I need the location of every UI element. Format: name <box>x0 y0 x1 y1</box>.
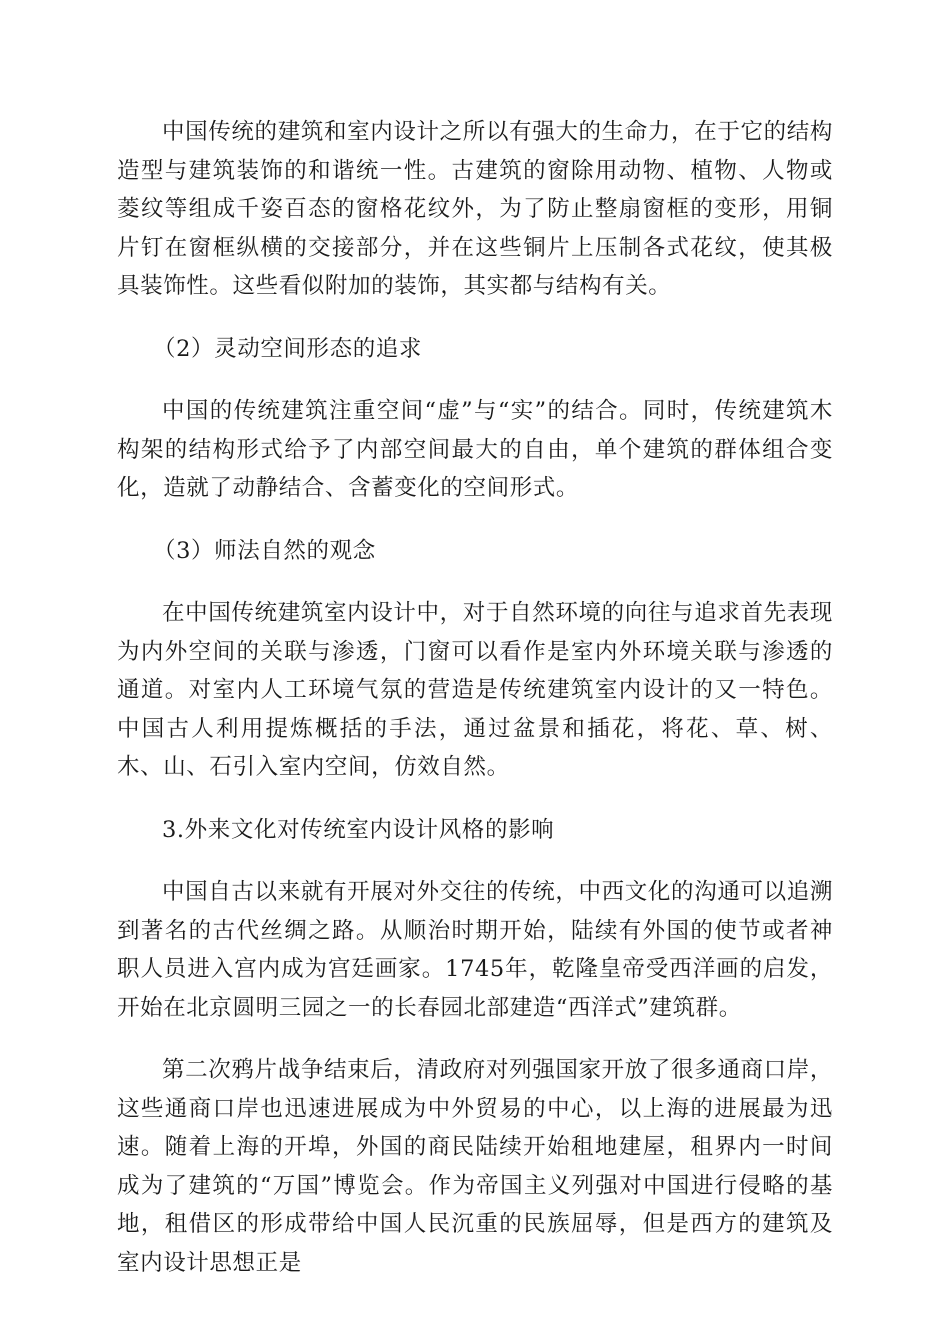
subheading-learning-from-nature: （3）师法自然的观念 <box>153 537 376 564</box>
paragraph-structure-decoration: 中国传统的建筑和室内设计之所以有强大的生命力，在于它的结构造型与建筑装饰的和谐统一性。古建筑的窗除用动物、植物、人物或菱纹等组成千姿百态的窗格花纹外，为了防止整扇窗框的变形，用铜片钉在窗框纵横的交接部分，并在这些铜片上压制各式花纹，使其极具装饰性。这些看似附加的装饰，其实都与结构有关。 <box>117 119 833 299</box>
paragraph-silk-road: 中国自古以来就有开展对外交往的传统，中西文化的沟通可以追溯到著名的古代丝绸之路。从顺治时期开始，陆续有外国的使节或者神职人员进入宫内成为宫廷画家。1745年，乾隆皇帝受西洋画的启发，开始在北京圆明三园之一的长春园北部建造“西洋式”建筑群。 <box>117 879 833 1021</box>
section-heading-foreign-influence: 3.外来文化对传统室内设计风格的影响 <box>162 816 555 843</box>
document-body <box>117 113 833 1282</box>
paragraph-natural-environment: 在中国传统建筑室内设计中，对于自然环境的向往与追求首先表现为内外空间的关联与渗透，门窗可以看作是室内外环境关联与渗透的通道。对室内人工环境气氛的营造是传统建筑室内设计的又一特色。中国古人利用提炼概括的手法，通过盆景和插花，将花、草、树、木、山、石引入室内空间，仿效自然。 <box>117 600 833 780</box>
paragraph-void-and-solid: 中国的传统建筑注重空间“虚”与“实”的结合。同时，传统建筑木构架的结构形式给予了内部空间最大的自由，单个建筑的群体组合变化，造就了动静结合、含蓄变化的空间形式。 <box>117 398 833 501</box>
subheading-spatial-form: （2）灵动空间形态的追求 <box>153 335 423 362</box>
paragraph-opium-war: 第二次鸦片战争结束后，清政府对列强国家开放了很多通商口岸，这些通商口岸也迅速进展成为中外贸易的中心，以上海的进展最为迅速。随着上海的开埠，外国的商民陆续开始租地建屋，租界内一时间成为了建筑的“万国”博览会。作为帝国主义列强对中国进行侵略的基地，租借区的形成带给中国人民沉重的民族屈辱，但是西方的建筑及室内设计思想正是 <box>117 1057 833 1276</box>
